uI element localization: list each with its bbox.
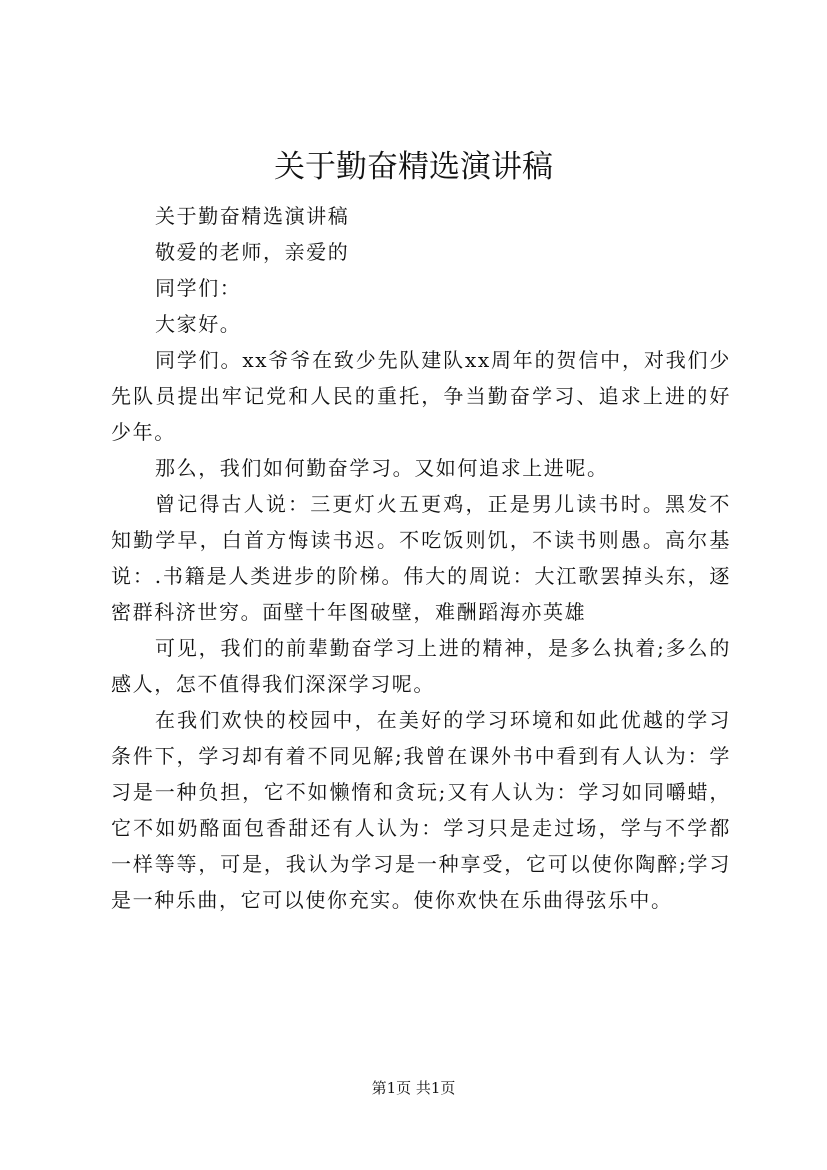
paragraph: 曾记得古人说：三更灯火五更鸡，正是男儿读书时。黑发不知勤学早，白首方悔读书迟。不吃饭则饥，不读书则愚。高尔基说：.书籍是人类进步的阶梯。伟大的周说：大江歌罢掉头东，逐密群科济世穷。面壁十年图破壁，难酬蹈海亦英雄 <box>111 492 731 624</box>
paragraph: 大家好。 <box>155 312 242 336</box>
paragraph: 关于勤奋精选演讲稿 <box>155 204 350 228</box>
paragraph: 敬爱的老师，亲爱的 <box>155 240 350 264</box>
paragraph: 可见，我们的前辈勤奋学习上进的精神，是多么执着;多么的感人，怎不值得我们深深学习呢。 <box>111 636 731 696</box>
paragraph: 那么，我们如何勤奋学习。又如何追求上进呢。 <box>155 456 609 480</box>
document-body <box>111 198 731 918</box>
paragraph: 同学们： <box>155 276 242 300</box>
paragraph: 在我们欢快的校园中，在美好的学习环境和如此优越的学习条件下，学习却有着不同见解;我曾在课外书中看到有人认为：学习是一种负担，它不如懒惰和贪玩;又有人认为：学习如同嚼蜡，它不如奶酪面包香甜还有人认为：学习只是走过场，学与不学都一样等等，可是，我认为学习是一种享受，它可以使你陶醉;学习是一种乐曲，它可以使你充实。使你欢快在乐曲得弦乐中。 <box>111 708 731 912</box>
paragraph: 同学们。xx爷爷在致少先队建队xx周年的贺信中，对我们少先队员提出牢记党和人民的重托，争当勤奋学习、追求上进的好少年。 <box>111 348 731 444</box>
page-footer: 第1页 共1页 <box>371 1079 456 1097</box>
document-title: 关于勤奋精选演讲稿 <box>274 149 553 185</box>
